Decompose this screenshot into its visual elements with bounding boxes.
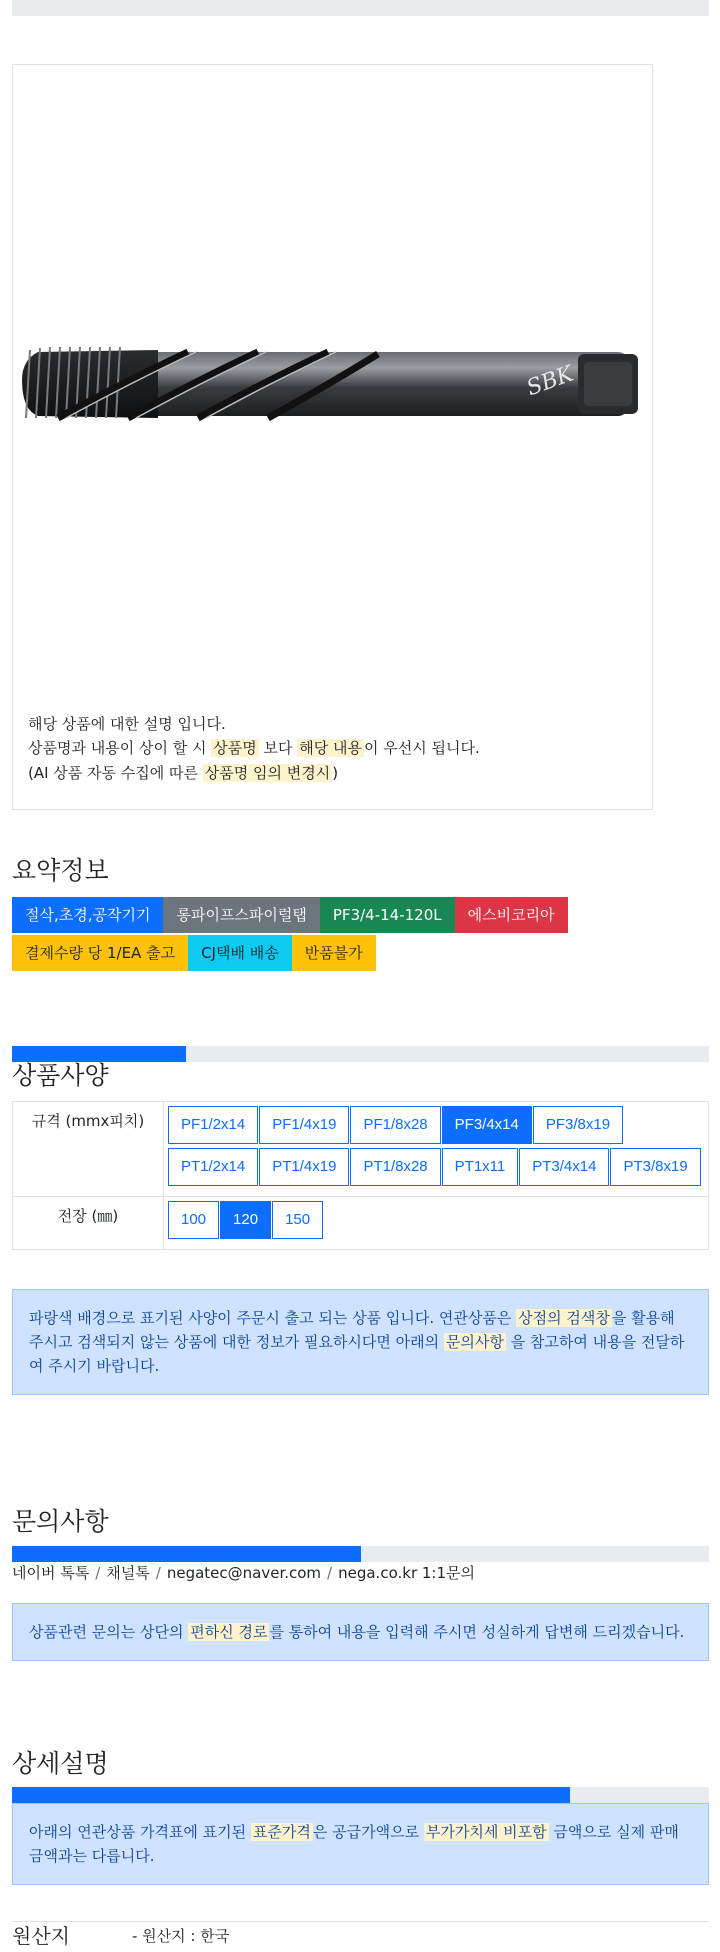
quantity-badge: 결제수량 당 1/EA 출고 (12, 935, 188, 971)
size-option-9[interactable]: PT3/4x14 (519, 1148, 609, 1186)
notice-line-2: 상품명과 내용이 상이 할 시 상품명 보다 해당 내용 이 우선시 됩니다. (28, 739, 480, 757)
summary-badges-row-1 (12, 897, 568, 933)
detail-info-alert: 아래의 연관상품 가격표에 표기된 표준가격 은 공급가액으로 부가가치세 비포함 금액으로 실제 판매금액과는 다릅니다. (12, 1803, 709, 1885)
product-image-card (12, 64, 653, 810)
spec-title: 상품사양 (12, 1061, 109, 1090)
separator: / (327, 1564, 333, 1582)
length-option-2[interactable]: 150 (272, 1201, 323, 1239)
size-option-4[interactable]: PF3/8x19 (533, 1106, 623, 1144)
product-type-badge: 롱파이프스파이럴탭 (163, 897, 319, 933)
summary-title: 요약정보 (12, 856, 109, 885)
size-option-2[interactable]: PF1/8x28 (350, 1106, 440, 1144)
spec-row-size (13, 1102, 708, 1197)
contact-links (12, 1562, 475, 1584)
spec-progress-bar (12, 1046, 709, 1062)
product-image (18, 340, 648, 430)
detail-title: 상세설명 (12, 1749, 109, 1778)
one-to-one-inquiry-link[interactable]: nega.co.kr 1:1문의 (338, 1564, 475, 1582)
size-option-7[interactable]: PT1/8x28 (350, 1148, 440, 1186)
channel-talk-link[interactable]: 채널톡 (106, 1564, 150, 1582)
brand-mark: SBK (523, 361, 577, 402)
detail-progress-bar (12, 1787, 709, 1803)
notice-line-3: (AI 상품 자동 수집에 따른 상품명 임의 변경시 ) (28, 764, 339, 782)
spec-table (12, 1101, 709, 1250)
email-link[interactable]: negatec@naver.com (166, 1564, 322, 1582)
category-badge: 절삭,초경,공작기기 (12, 897, 163, 933)
length-option-1[interactable]: 120 (220, 1201, 271, 1239)
length-option-0[interactable]: 100 (168, 1201, 219, 1239)
spec-label-size: 규격 (mmx피치) (13, 1102, 164, 1196)
size-options (164, 1102, 708, 1196)
detail-progress-fill (12, 1787, 570, 1803)
brand-badge: 에스비코리아 (455, 897, 568, 933)
size-option-10[interactable]: PT3/8x19 (610, 1148, 700, 1186)
size-option-5[interactable]: PT1/2x14 (168, 1148, 258, 1186)
spec-label-length: 전장 (㎜) (13, 1197, 164, 1249)
size-option-0[interactable]: PF1/2x14 (168, 1106, 258, 1144)
size-option-6[interactable]: PT1/4x19 (259, 1148, 349, 1186)
model-badge: PF3/4-14-120L (320, 897, 455, 933)
return-badge: 반품불가 (292, 935, 376, 971)
origin-divider (12, 1921, 709, 1922)
size-option-1[interactable]: PF1/4x19 (259, 1106, 349, 1144)
notice-line-1: 해당 상품에 대한 설명 입니다. (28, 715, 226, 733)
size-option-8[interactable]: PT1x11 (442, 1148, 519, 1186)
summary-badges-row-2 (12, 935, 376, 971)
separator: / (95, 1564, 101, 1582)
inquiry-info-alert: 상품관련 문의는 상단의 편하신 경로 를 통하여 내용을 입력해 주시면 성실하게 답변해 드리겠습니다. (12, 1603, 709, 1661)
shipping-badge: CJ택배 배송 (188, 935, 292, 971)
separator: / (155, 1564, 161, 1582)
origin-value: - 원산지 : 한국 (132, 1927, 230, 1945)
inquiry-progress-fill (12, 1546, 361, 1562)
spec-row-length (13, 1197, 708, 1249)
inquiry-progress-bar (12, 1546, 709, 1562)
inquiry-title: 문의사항 (12, 1507, 109, 1536)
top-progress-bar (12, 0, 709, 16)
origin-label: 원산지 (12, 1924, 70, 1948)
spec-info-alert: 파랑색 배경으로 표기된 사양이 주문시 출고 되는 상품 입니다. 연관상품은 상점의 검색창 을 활용해 주시고 검색되지 않는 상품에 대한 정보가 필요하시다면 아래의 문의사항 을 참고하여 내용을 전달하여 주시기 바랍니다. (12, 1289, 709, 1395)
size-option-3[interactable]: PF3/4x14 (442, 1106, 532, 1144)
length-options (164, 1197, 708, 1249)
naver-talk-link[interactable]: 네이버 톡톡 (12, 1564, 90, 1582)
